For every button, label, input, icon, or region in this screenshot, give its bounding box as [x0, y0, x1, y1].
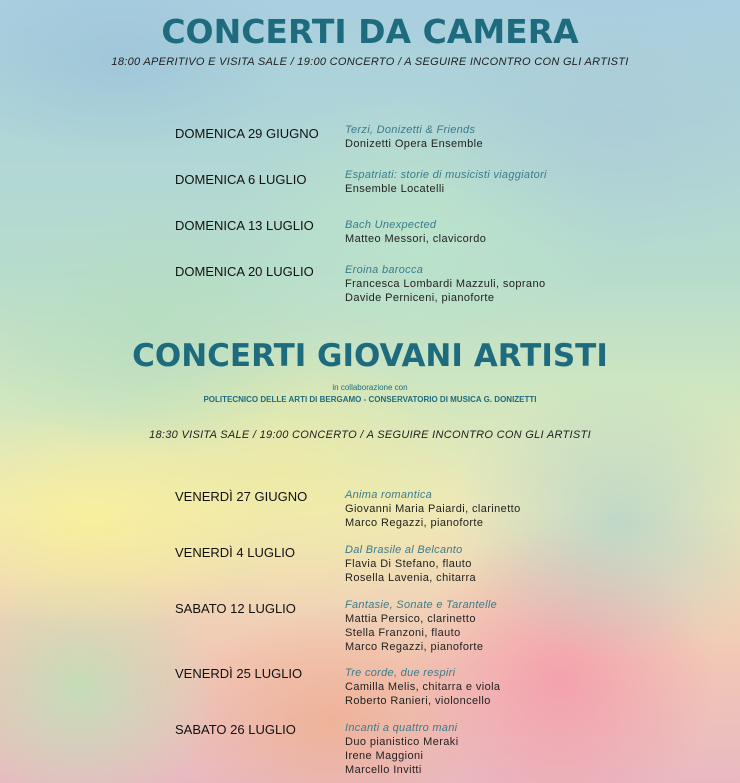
- event-performer: Roberto Ranieri, violoncello: [345, 695, 491, 707]
- event-performer: Camilla Melis, chitarra e viola: [345, 681, 501, 693]
- event-performer: Matteo Messori, clavicordo: [345, 233, 487, 245]
- event-date: VENERDÌ 4 LUGLIO: [175, 545, 295, 560]
- event-program: [345, 168, 547, 196]
- event-performer: Giovanni Maria Paiardi, clarinetto: [345, 503, 521, 515]
- section-title-camera: CONCERTI DA CAMERA: [161, 12, 579, 51]
- event-performer: Flavia Di Stefano, flauto: [345, 558, 472, 570]
- event-performer: Ensemble Locatelli: [345, 183, 445, 195]
- section-title-giovani: CONCERTI GIOVANI ARTISTI: [132, 338, 608, 374]
- event-date: DOMENICA 29 GIUGNO: [175, 126, 319, 141]
- event-program: [345, 123, 483, 151]
- event-program: [345, 721, 459, 777]
- collaboration-partner: POLITECNICO DELLE ARTI DI BERGAMO - CONSERVATORIO DI MUSICA G. DONIZETTI: [203, 395, 537, 404]
- event-title: Tre corde, due respiri: [345, 667, 456, 679]
- event-title: Fantasie, Sonate e Tarantelle: [345, 599, 498, 611]
- collaboration-intro: in collaborazione con: [332, 383, 408, 392]
- schedule-subtitle-camera: 18:00 APERITIVO E VISITA SALE / 19:00 CONCERTO / A SEGUIRE INCONTRO CON GLI ARTISTI: [111, 56, 629, 68]
- event-performer: Davide Perniceni, pianoforte: [345, 292, 495, 304]
- event-performer: Francesca Lombardi Mazzuli, soprano: [345, 278, 546, 290]
- event-program: [345, 488, 521, 530]
- event-performer: Rosella Lavenia, chitarra: [345, 572, 477, 584]
- event-title: Dal Brasile al Belcanto: [345, 544, 463, 556]
- event-date: SABATO 26 LUGLIO: [175, 722, 296, 737]
- schedule-subtitle-giovani: 18:30 VISITA SALE / 19:00 CONCERTO / A SEGUIRE INCONTRO CON GLI ARTISTI: [149, 429, 591, 441]
- event-program: [345, 543, 476, 585]
- event-title: Eroina barocca: [345, 264, 424, 276]
- event-title: Espatriati: storie di musicisti viaggiatori: [345, 169, 547, 181]
- event-date: VENERDÌ 27 GIUGNO: [175, 489, 308, 504]
- event-performer: Irene Maggioni: [345, 750, 424, 762]
- event-date: DOMENICA 6 LUGLIO: [175, 172, 307, 187]
- event-title: Bach Unexpected: [345, 219, 437, 231]
- event-title: Anima romantica: [345, 489, 433, 501]
- event-program: [345, 263, 545, 305]
- event-date: SABATO 12 LUGLIO: [175, 601, 296, 616]
- event-performer: Mattia Persico, clarinetto: [345, 613, 476, 625]
- event-title: Incanti a quattro mani: [345, 722, 458, 734]
- event-date: VENERDÌ 25 LUGLIO: [175, 666, 303, 681]
- event-title: Terzi, Donizetti & Friends: [345, 124, 476, 136]
- event-performer: Marcello Invitti: [345, 764, 422, 776]
- event-performer: Donizetti Opera Ensemble: [345, 138, 483, 150]
- event-date: DOMENICA 20 LUGLIO: [175, 264, 314, 279]
- event-date: DOMENICA 13 LUGLIO: [175, 218, 314, 233]
- event-performer: Marco Regazzi, pianoforte: [345, 641, 484, 653]
- event-program: [345, 218, 486, 246]
- event-performer: Stella Franzoni, flauto: [345, 627, 461, 639]
- event-program: [345, 598, 497, 654]
- event-program: [345, 666, 500, 708]
- event-performer: Marco Regazzi, pianoforte: [345, 517, 484, 529]
- event-performer: Duo pianistico Meraki: [345, 736, 459, 748]
